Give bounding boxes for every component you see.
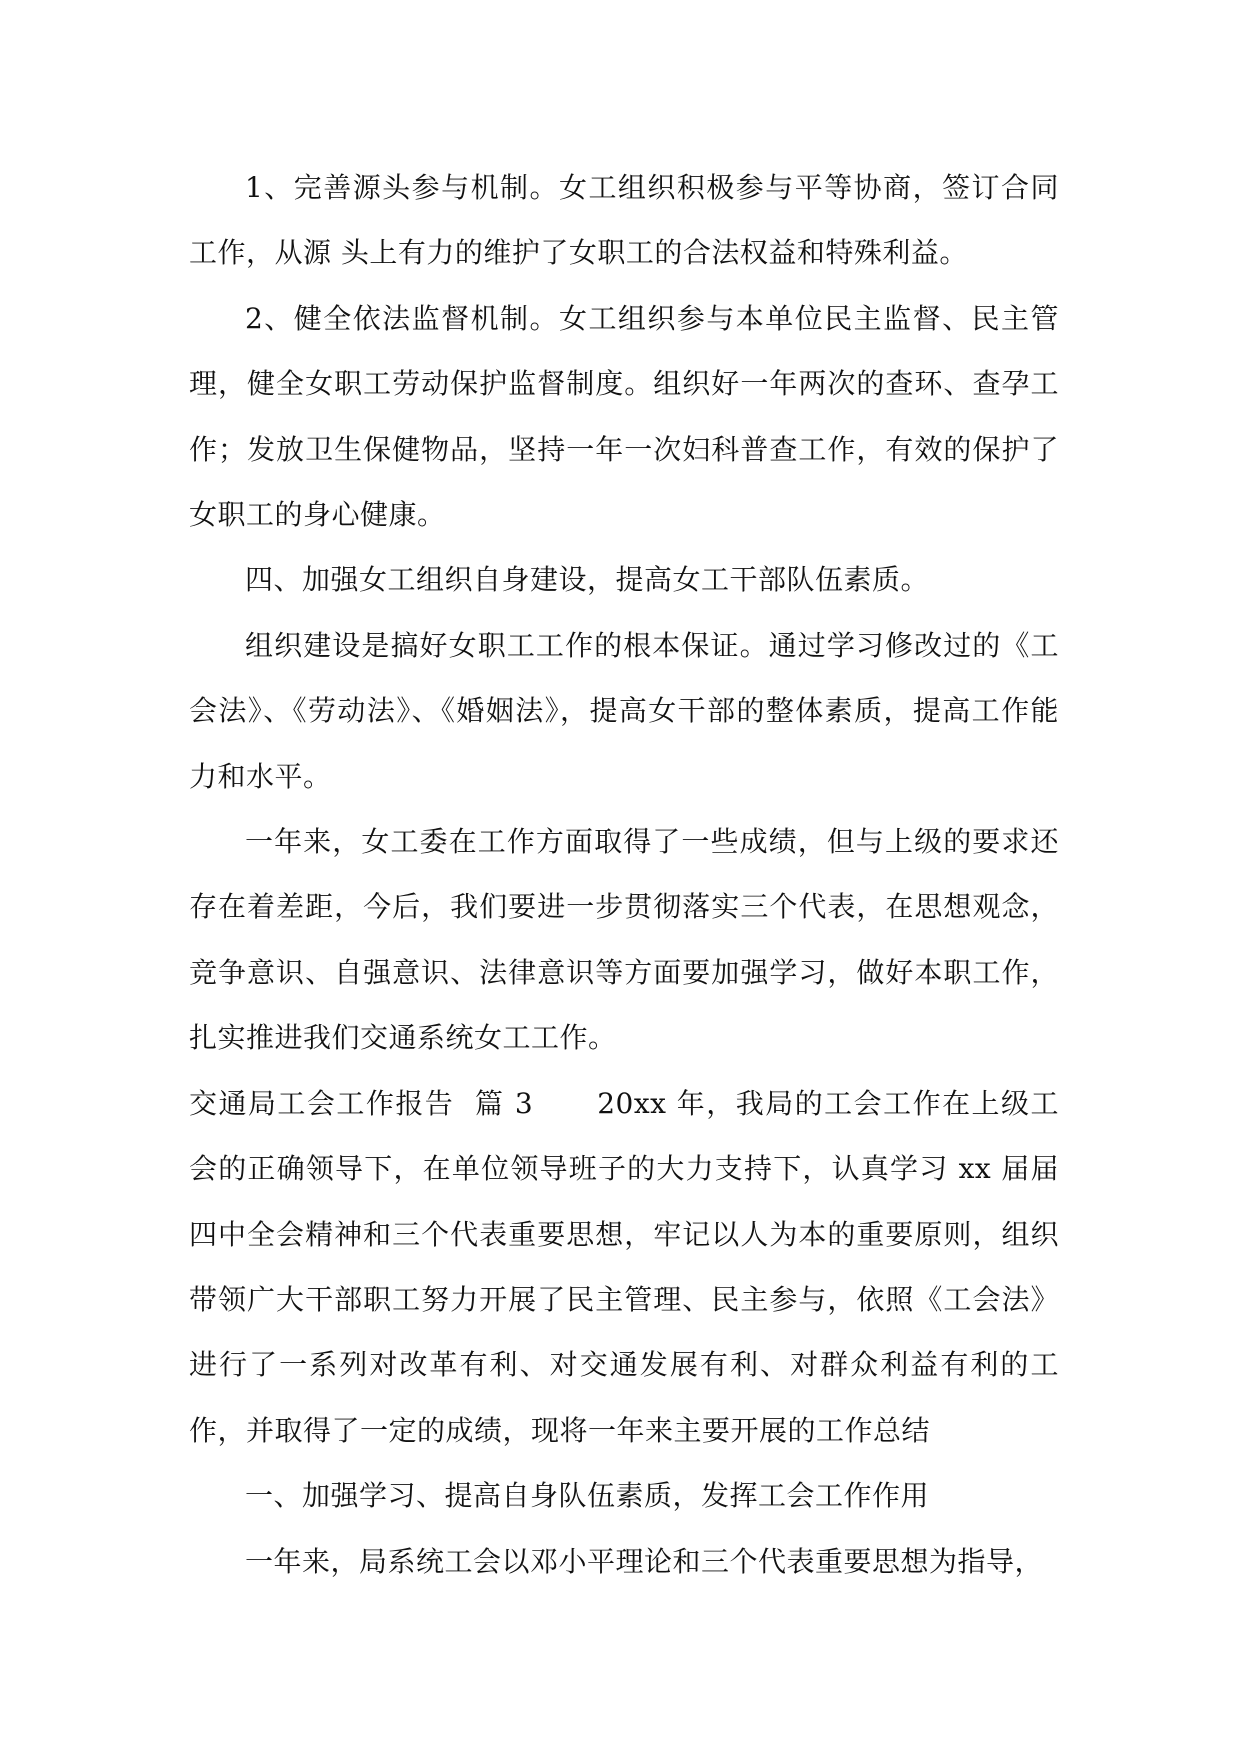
document-body bbox=[189, 155, 1059, 1594]
section-heading-four: 四、加强女工组织自身建设，提高女工干部队伍素质。 bbox=[245, 563, 930, 597]
paragraph-year-summary: 一年来，女工委在工作方面取得了一些成绩，但与上级的要求还存在着差距，今后，我们要进一步贯彻落实三个代表，在思想观念，竞争意识、自强意识、法律意识等方面要加强学习，做好本职工作，扎实推进我们交通系统女工工作。 bbox=[189, 825, 1059, 1055]
paragraph-report-intro bbox=[189, 1071, 1059, 1463]
report-intro-text: 20xx 年，我局的工会工作在上级工会的正确领导下，在单位领导班子的大力支持下，认真学习 xx 届届四中全会精神和三个代表重要思想，牢记以人为本的重要原则，组织带领广大干部职工努力开展了民主管理、民主参与，依照《工会法》进行了一系列对改革有利、对交通发展有利、对群众利益有利的工作，并取得了一定的成绩，现将一年来主要开展的工作总结 bbox=[189, 1086, 1059, 1447]
paragraph-section-one: 一年来，局系统工会以邓小平理论和三个代表重要思想为指导， bbox=[245, 1544, 1044, 1578]
paragraph-organization-building: 组织建设是搞好女职工工作的根本保证。通过学习修改过的《工会法》、《劳动法》、《婚姻法》，提高女干部的整体素质，提高工作能力和水平。 bbox=[189, 628, 1059, 793]
section-heading-one: 一、加强学习、提高自身队伍素质，发挥工会工作作用 bbox=[245, 1479, 930, 1513]
report-heading: 交通局工会工作报告 篇 3 bbox=[189, 1086, 534, 1120]
paragraph-legal-supervision: 2、健全依法监督机制。女工组织参与本单位民主监督、民主管理，健全女职工劳动保护监督制度。组织好一年两次的查环、查孕工作；发放卫生保健物品，坚持一年一次妇科普查工作，有效的保护了女职工的身心健康。 bbox=[189, 301, 1059, 532]
paragraph-source-participation: 1、完善源头参与机制。女工组织积极参与平等协商，签订合同工作，从源 头上有力的维护了女职工的合法权益和特殊利益。 bbox=[189, 171, 1059, 270]
